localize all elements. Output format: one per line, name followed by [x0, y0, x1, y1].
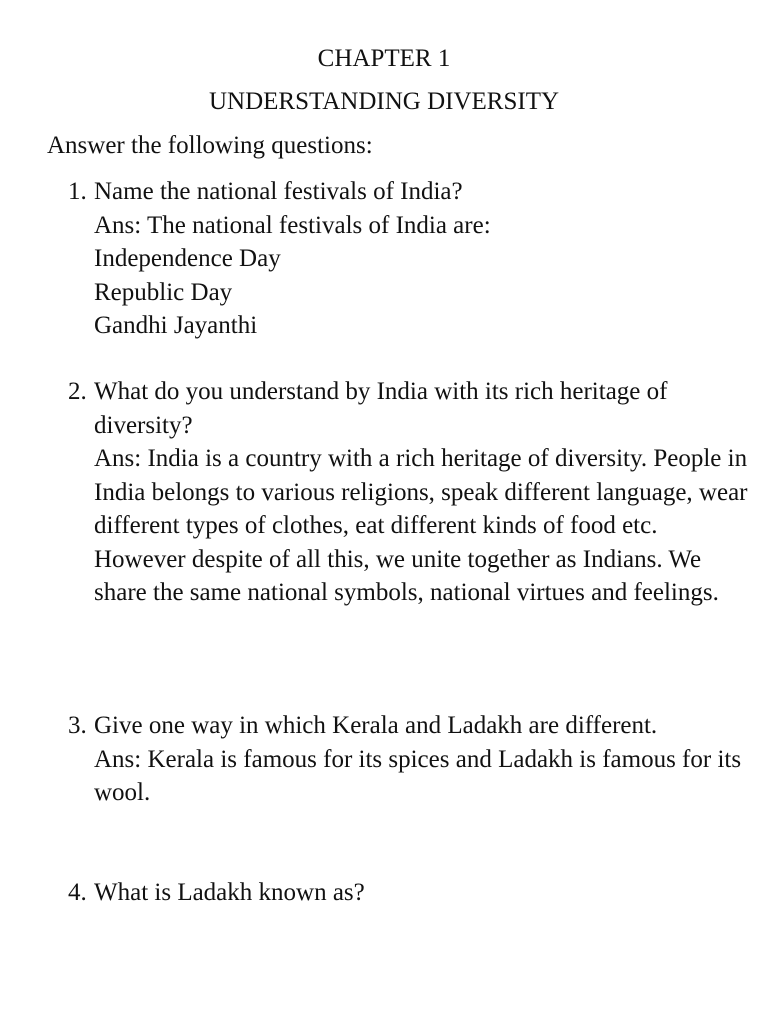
question-block-2 [68, 375, 748, 610]
question-4 [68, 876, 748, 910]
answer-list-item: Independence Day [94, 245, 281, 272]
chapter-title: UNDERSTANDING DIVERSITY [208, 88, 560, 115]
question-block-3 [68, 709, 748, 810]
question-block-4 [68, 876, 748, 910]
answer-1 [94, 209, 748, 343]
question-text: Give one way in which Kerala and Ladakh are different. [94, 712, 658, 739]
answer-2: Ans: India is a country with a rich heritage of diversity. People in India belongs to various religions, speak different language, wear different types of clothes, eat different kinds of food etc. However despite of all this, we unite together as Indians. We share the same national symbols, national virtues and feelings. [94, 445, 748, 606]
answer-list-item: Gandhi Jayanthi [94, 312, 258, 339]
question-number: 1. [68, 178, 87, 205]
chapter-heading: CHAPTER 1 [317, 45, 451, 72]
question-number: 3. [68, 712, 87, 739]
question-text: Name the national festivals of India? [94, 178, 463, 205]
question-2 [68, 375, 748, 442]
question-number: 4. [68, 879, 87, 906]
question-1 [68, 175, 748, 209]
answer-list-item: Republic Day [94, 278, 233, 306]
instructions-text: Answer the following questions: [47, 132, 373, 159]
question-text: What is Ladakh known as? [94, 879, 365, 906]
answer-intro: Ans: The national festivals of India are: [94, 211, 491, 239]
answer-3: Ans: Kerala is famous for its spices and Ladakh is famous for its wool. [94, 745, 742, 806]
question-block-1 [68, 175, 748, 343]
question-number: 2. [68, 378, 87, 405]
question-text: What do you understand by India with its rich heritage of diversity? [94, 378, 668, 439]
question-3 [68, 709, 748, 743]
